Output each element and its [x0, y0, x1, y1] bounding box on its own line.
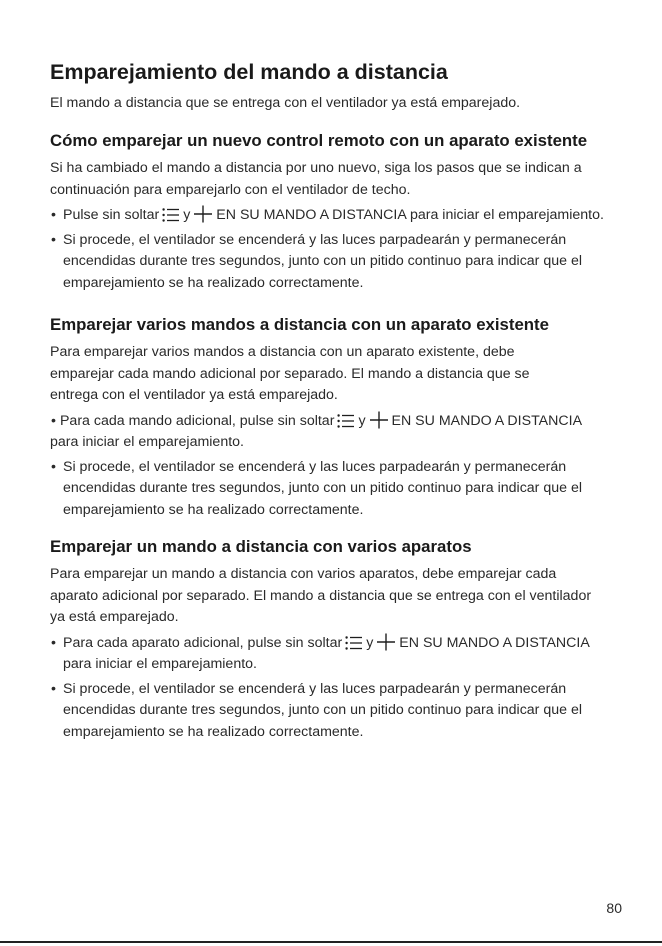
section-paragraph: Para emparejar varios mandos a distancia con un aparato existente, debe emparejar cada mando adicional por separado. El mando a distancia que se entrega con el ventilador ya está emparejado. — [50, 344, 530, 403]
and-text: y — [366, 634, 374, 651]
intro-text: El mando a distancia que se entrega con el ventilador ya está emparejado. — [50, 95, 521, 111]
instruction-text: EN SU MANDO A DISTANCIA — [391, 412, 583, 429]
result-text: Si procede, el ventilador se encenderá y las luces parpadearán y permanecerán encendidas durante tres segundos, junto con un pitido continuo para indicar que el emparejamiento se ha realizado correctamente. — [63, 231, 582, 291]
list-item — [50, 633, 630, 676]
and-text: y — [358, 412, 366, 429]
menu-list-icon — [345, 635, 363, 651]
bullet-dot: • — [51, 634, 56, 651]
section-paragraph: Si ha cambiado el mando a distancia por uno nuevo, siga los pasos que se indican a continuación para emparejarlo con el ventilador de techo. — [50, 160, 582, 198]
instruction-text: Para cada aparato adicional, pulse sin soltar — [63, 634, 343, 651]
result-text: Si procede, el ventilador se encenderá y las luces parpadearán y permanecerán encendidas durante tres segundos, junto con un pitido continuo para indicar que el emparejamiento se ha realizado correctamente. — [63, 458, 582, 518]
section-heading: Emparejar varios mandos a distancia con un aparato existente — [50, 315, 549, 334]
section-pair-multiple-devices — [50, 535, 630, 746]
instruction-text: EN SU MANDO A DISTANCIA para iniciar el emparejamiento. — [216, 207, 604, 223]
section-heading: Cómo emparejar un nuevo control remoto con un aparato existente — [50, 131, 588, 150]
section-heading: Emparejar un mando a distancia con varios aparatos — [50, 537, 472, 556]
instruction-text: Pulse sin soltar — [63, 207, 160, 223]
section-pair-new-remote — [50, 129, 630, 297]
bullet-dot: • — [51, 680, 56, 697]
menu-list-icon — [337, 413, 355, 429]
list-item — [50, 411, 630, 454]
bullet-dot: • — [51, 412, 56, 429]
bullet-dot: • — [51, 231, 56, 248]
bullet-dot: • — [51, 458, 56, 475]
page-number: 80 — [606, 900, 622, 916]
list-item — [50, 457, 630, 522]
menu-list-icon — [162, 207, 180, 223]
bullet-list — [50, 411, 630, 522]
instruction-tail: para iniciar el emparejamiento. — [50, 434, 244, 450]
bullet-list — [50, 205, 630, 294]
instruction-text: Para cada mando adicional, pulse sin soltar — [59, 412, 335, 429]
plus-icon — [376, 633, 396, 651]
result-text: Si procede, el ventilador se encenderá y las luces parpadearán y permanecerán encendidas durante tres segundos, junto con un pitido continuo para indicar que el emparejamiento se ha realizado correctamente. — [63, 680, 582, 740]
bottom-divider — [0, 941, 662, 943]
bullet-dot: • — [51, 207, 56, 223]
plus-icon — [369, 411, 389, 429]
instruction-tail: para iniciar el emparejamiento. — [63, 656, 257, 672]
list-item — [50, 205, 630, 227]
list-item — [50, 230, 630, 295]
page-title: Emparejamiento del mando a distancia — [50, 60, 448, 84]
section-pair-multiple-remotes — [50, 313, 630, 524]
section-paragraph: Para emparejar un mando a distancia con varios aparatos, debe emparejar cada aparato adicional por separado. El mando a distancia que se entrega con el ventilador ya está emparejado. — [50, 566, 592, 625]
plus-icon — [193, 205, 213, 223]
instruction-text: EN SU MANDO A DISTANCIA — [399, 634, 590, 651]
bullet-list — [50, 633, 630, 744]
list-item — [50, 679, 630, 744]
and-text: y — [183, 207, 191, 223]
